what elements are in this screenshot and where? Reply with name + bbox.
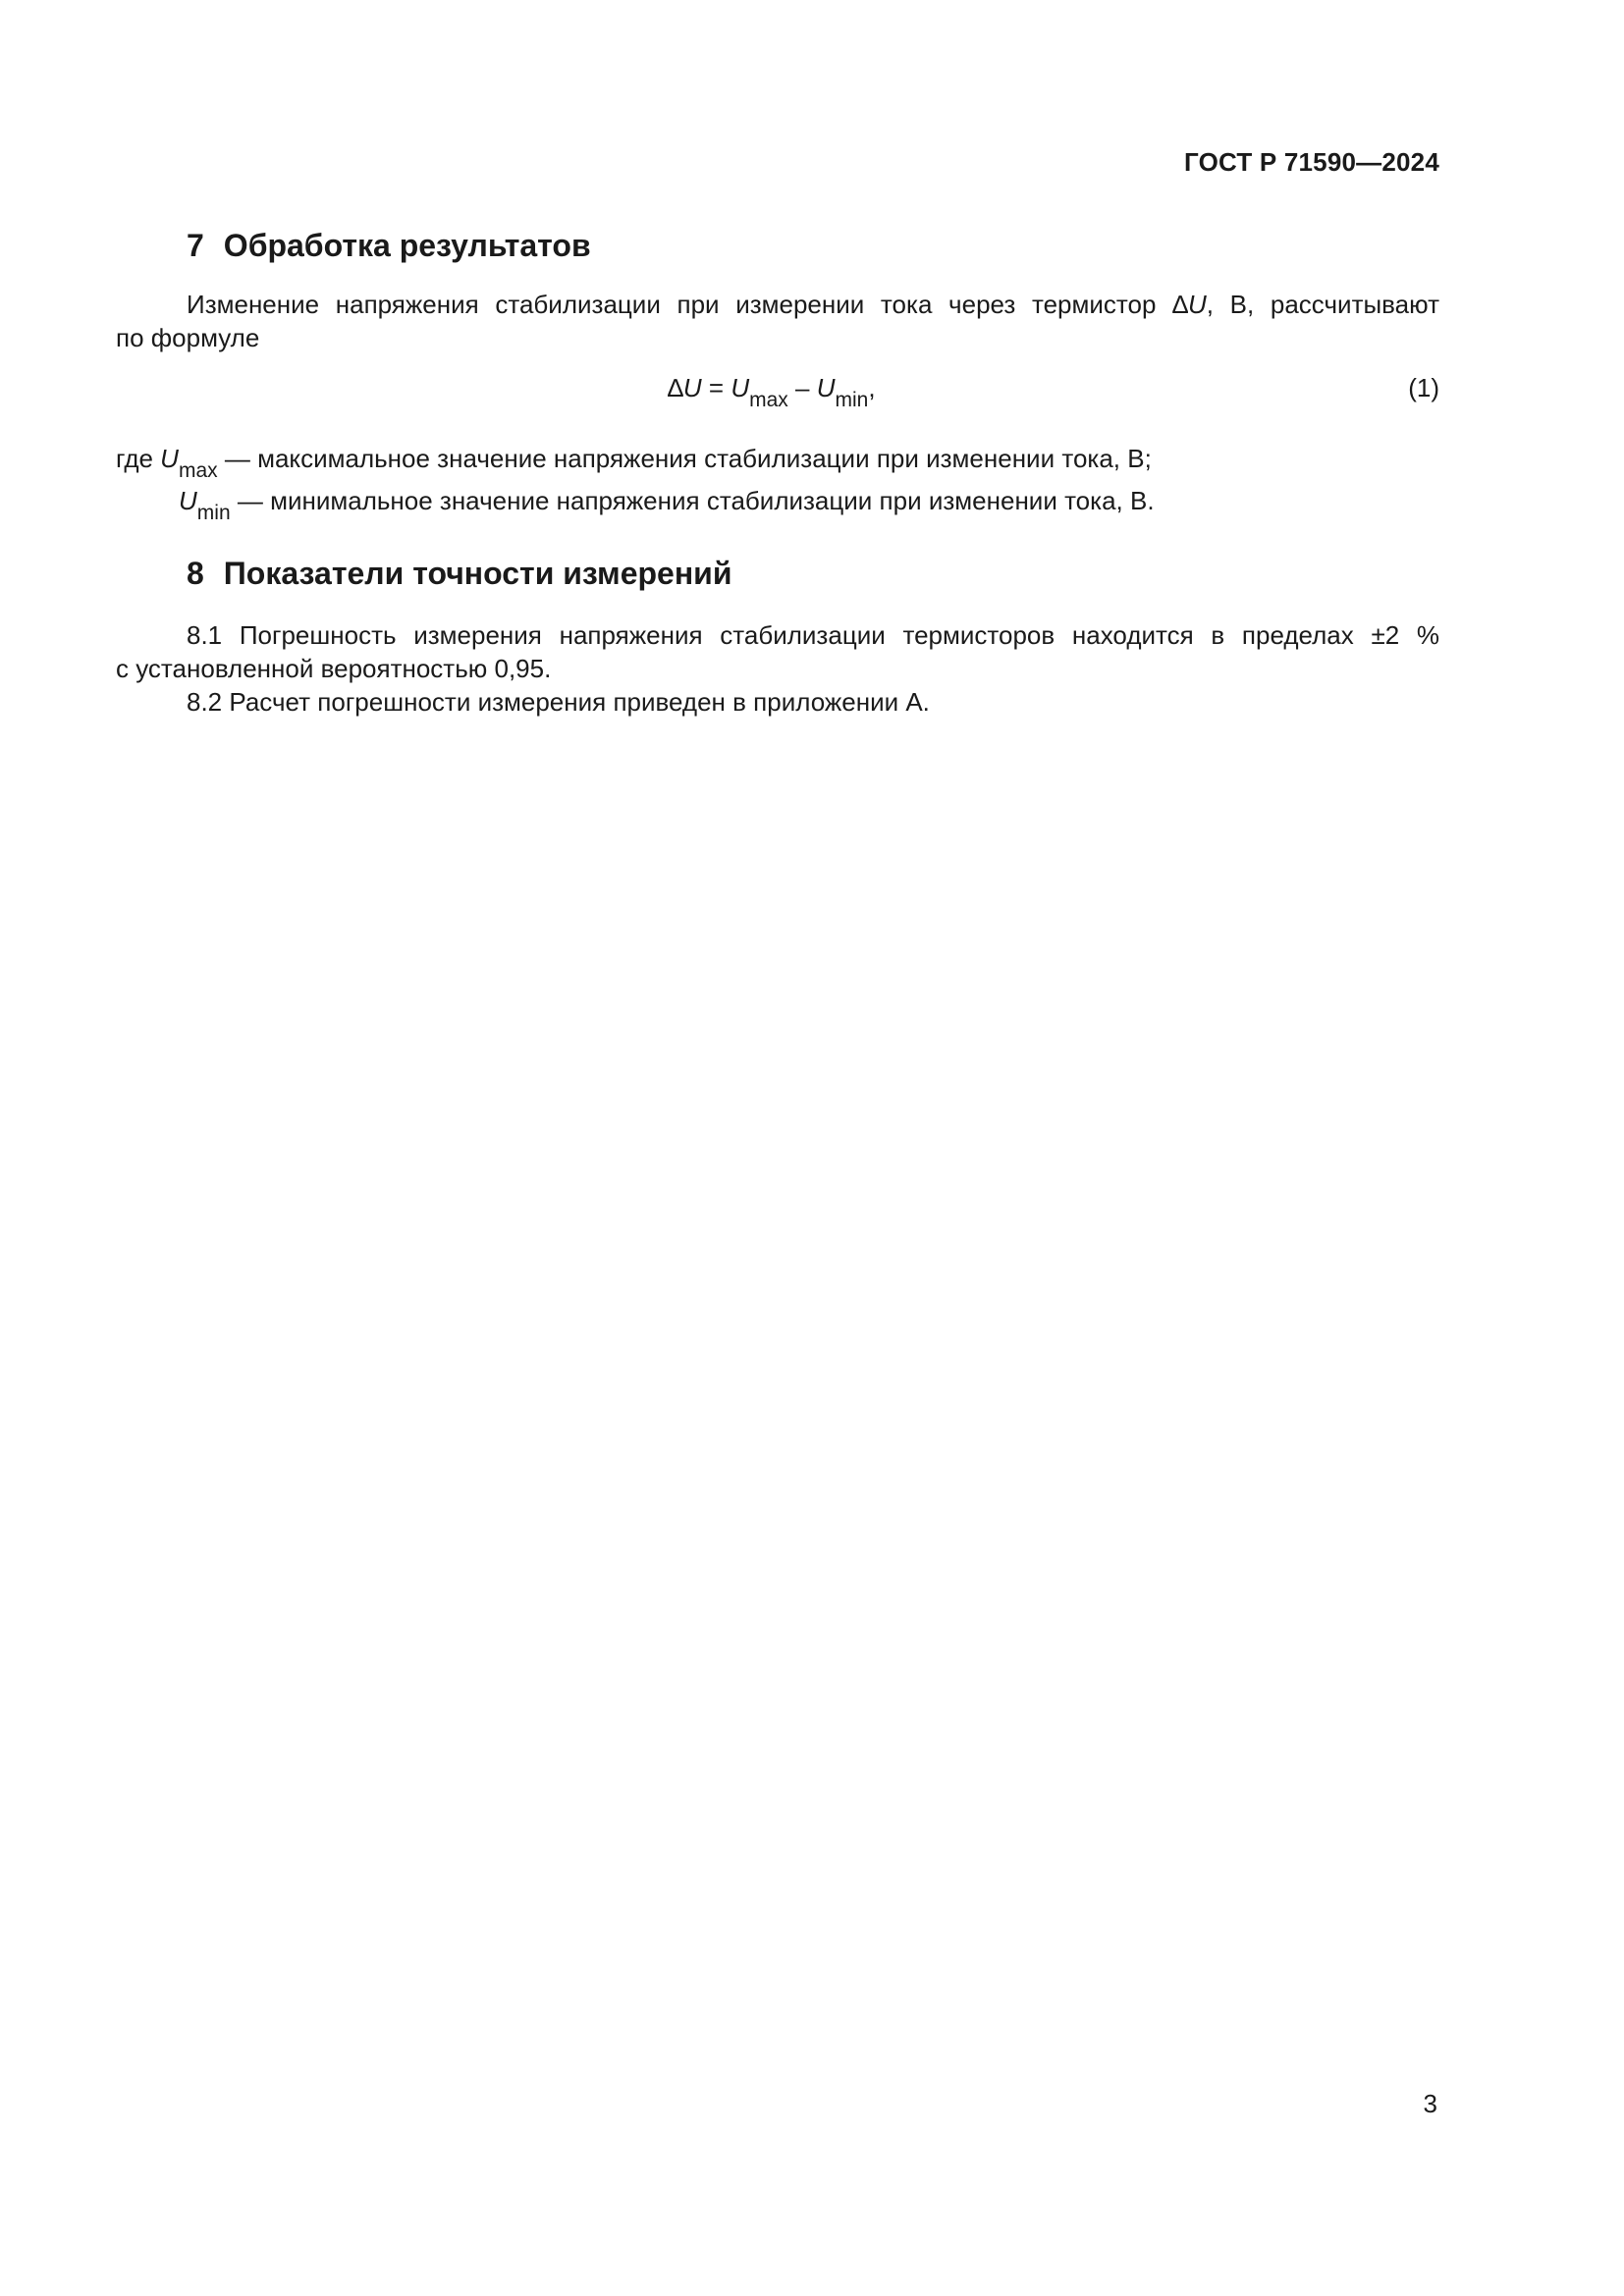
section-7-intro-line2: по формуле [116,323,260,352]
formula-number: (1) [1408,373,1439,402]
formula-sub1: max [749,389,788,411]
formula-var2: U [816,373,836,402]
where1-text: — максимальное значение напряжения стабилизации при изменении тока, В; [217,444,1152,473]
formula-sub2: min [835,389,869,411]
formula-minus: – [787,373,817,402]
where2-var: U [179,486,197,515]
formula-equals: = [701,373,731,402]
where2-text: — минимальное значение напряжения стабилизации при изменении тока, В. [230,486,1155,515]
section-8-title: Показатели точности измерений [223,556,732,591]
intro-text-start: Изменение напряжения стабилизации при измерении тока через термистор [187,290,1173,319]
paragraph-8-1-line1: 8.1 Погрешность измерения напряжения стабилизации термисторов находится в пределах ±2 % [187,620,1439,650]
standard-header: ГОСТ Р 71590—2024 [1184,147,1439,177]
section-7-number: 7 [187,228,204,263]
page-number: 3 [1423,2089,1437,2118]
delta-symbol: ∆ [1172,290,1189,319]
section-8-heading [187,556,732,592]
where-line-2 [179,484,1155,524]
where2-sub: min [196,502,231,524]
paragraph-8-1-line2: с установленной вероятностью 0,95. [116,654,552,683]
section-7-heading [187,228,591,264]
formula-1 [668,373,876,411]
where1-sub: max [178,459,218,482]
formula-var1: U [731,373,750,402]
where1-var: U [160,444,179,473]
section-8-number: 8 [187,556,204,591]
formula-delta: ∆ [668,373,683,402]
u-symbol: U [1188,290,1207,319]
where-line-1 [116,442,1152,482]
formula-comma: , [868,373,876,402]
intro-text-end: , В, рассчитывают [1206,290,1439,319]
paragraph-8-2: 8.2 Расчет погрешности измерения приведен в приложении А. [187,687,930,717]
where-word: где [116,444,161,473]
section-7-title: Обработка результатов [223,228,591,263]
formula-lhs-var: U [682,373,702,402]
section-7-intro-line1 [187,288,1439,321]
